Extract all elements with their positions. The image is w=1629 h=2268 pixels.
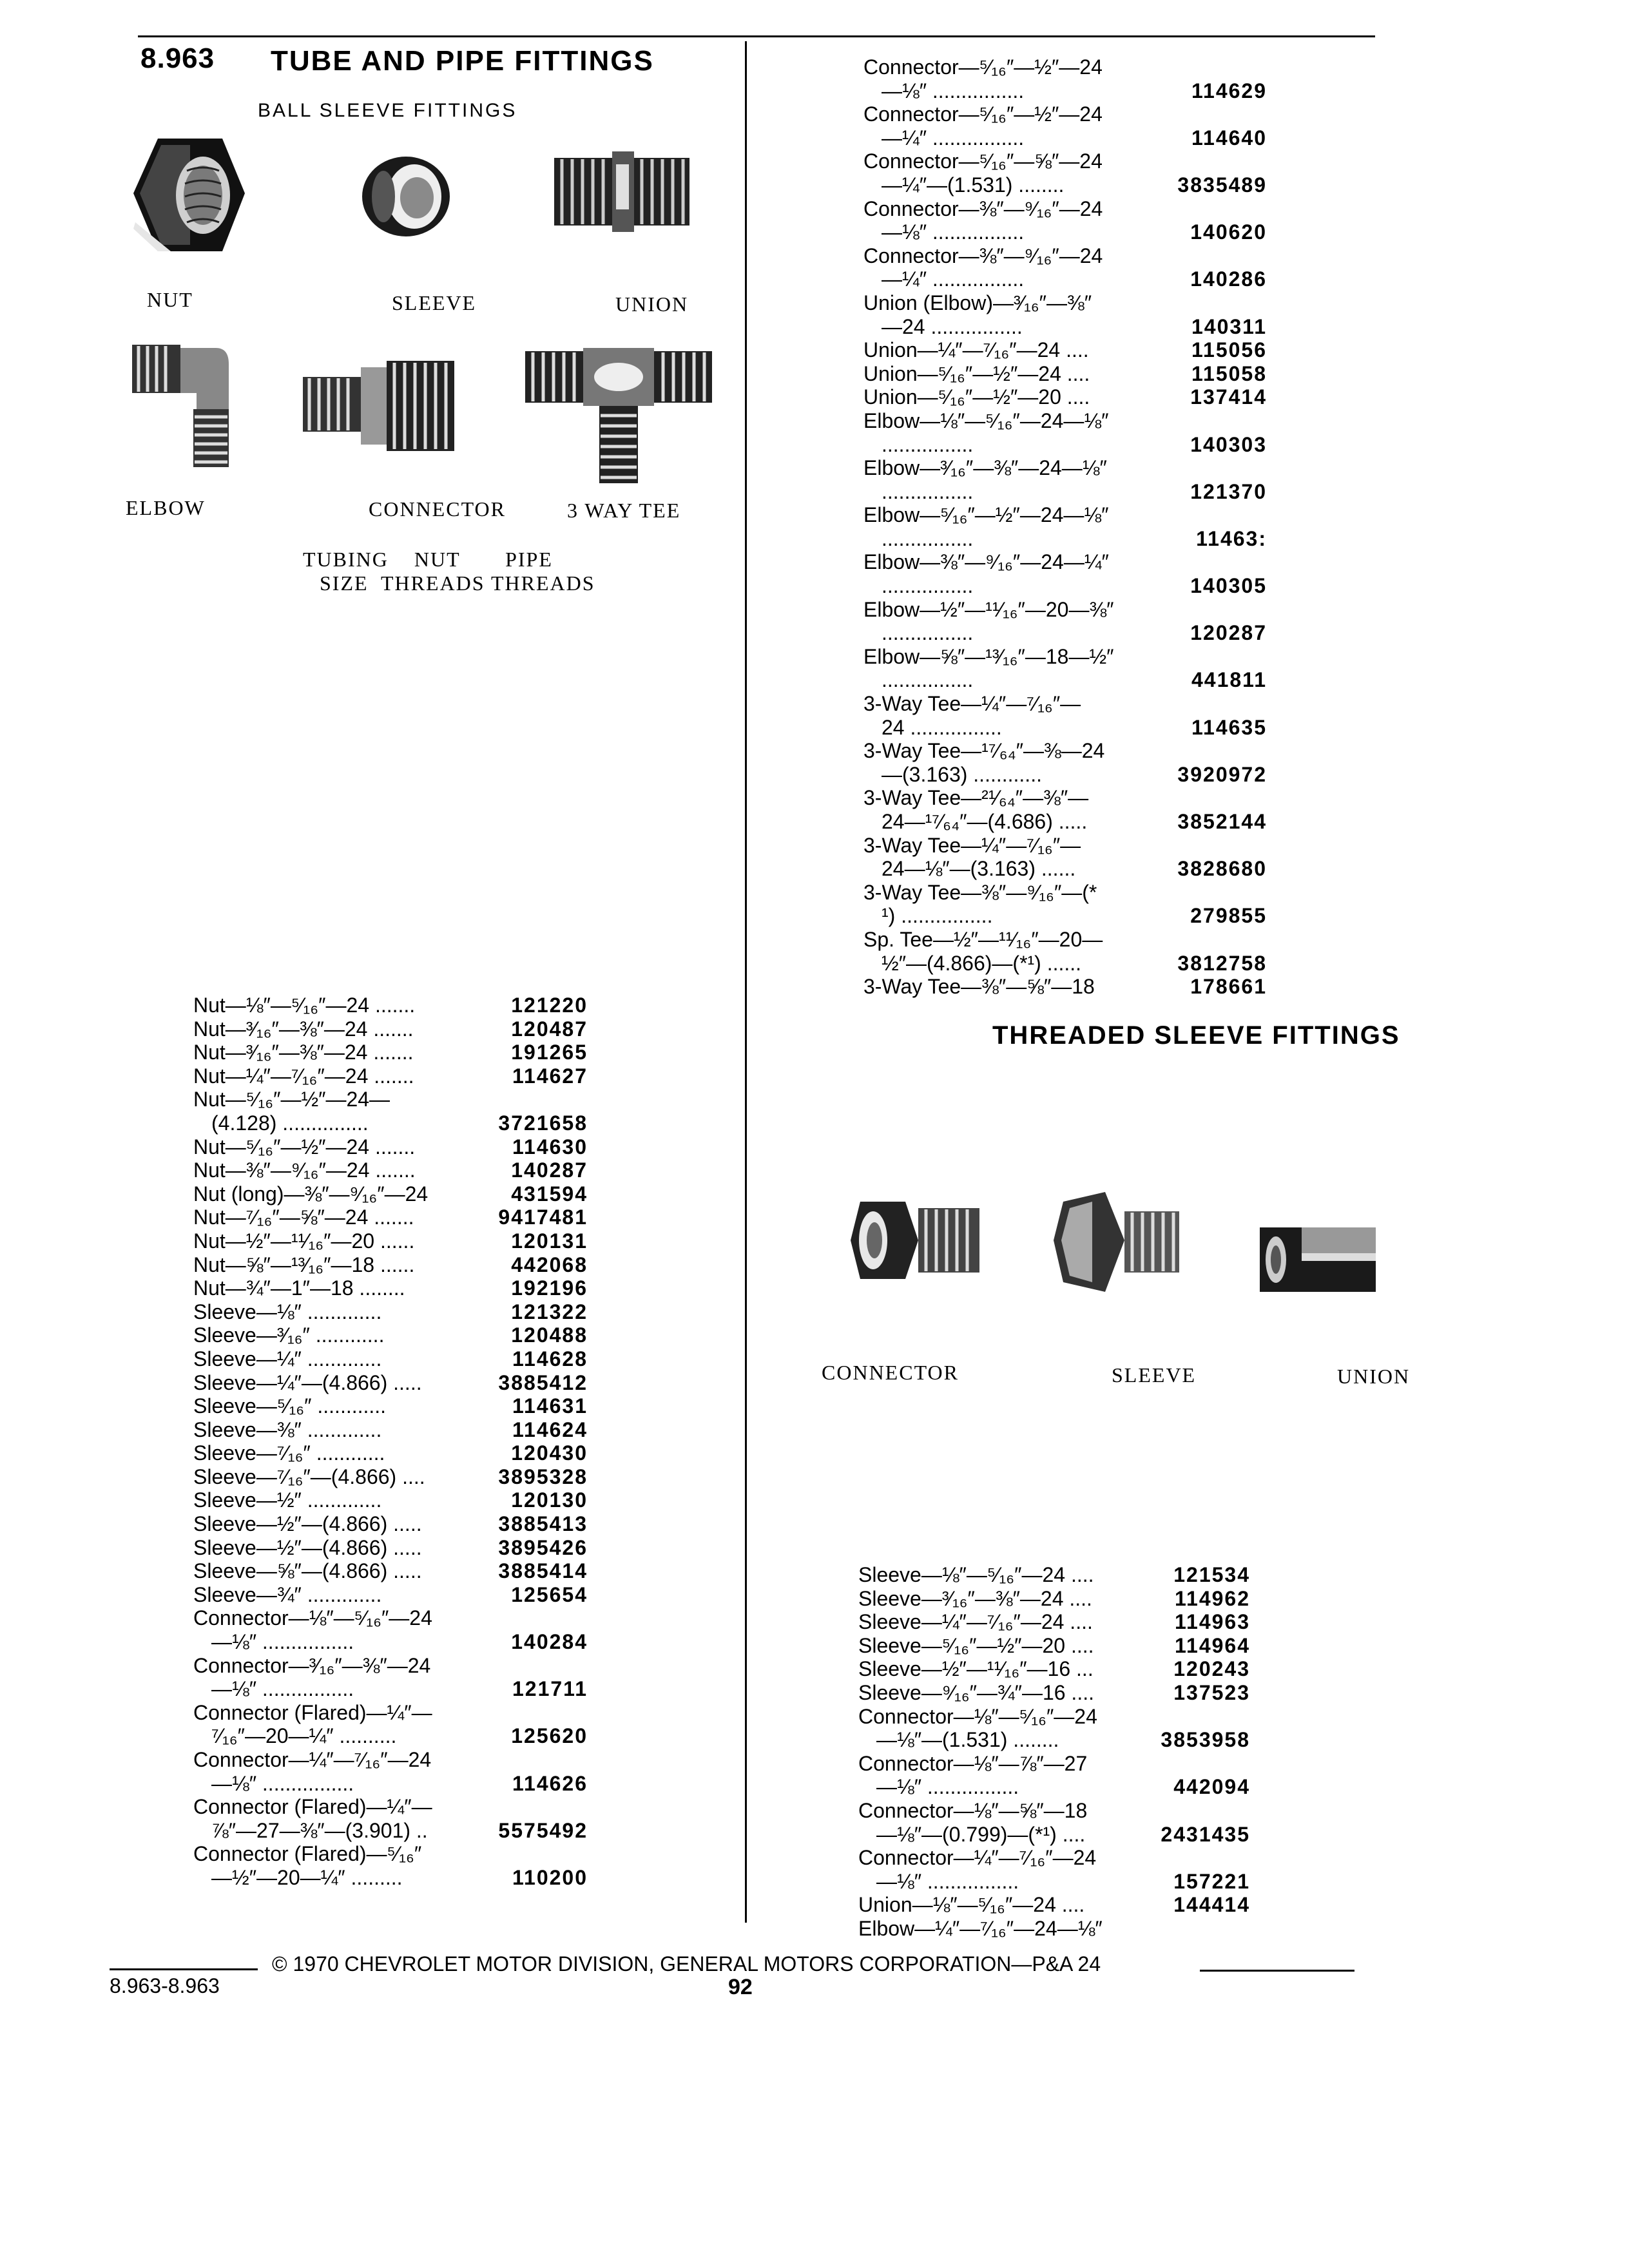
part-entry (858, 1752, 1250, 1799)
copyright-line: © 1970 CHEVROLET MOTOR DIVISION, GENERAL MOTORS CORPORATION—P&A 24 (272, 1952, 1101, 1975)
part-description: Connector—⅜″—⁹⁄₁₆″—24 (863, 244, 1103, 267)
part-entry (193, 1347, 588, 1371)
part-description: Nut—³⁄₁₆″—⅜″—24 ....... (193, 1017, 414, 1041)
page-number: 92 (728, 1975, 753, 1999)
part-description-continued: (4.128) ............... (211, 1111, 369, 1135)
part-entry (863, 362, 1267, 386)
part-number: 3885412 (498, 1370, 588, 1394)
part-entry (193, 1536, 588, 1560)
part-description-continued: —24 ................ (882, 314, 1023, 338)
part-number: 120430 (511, 1441, 588, 1465)
part-entry (858, 1893, 1250, 1917)
part-description: Sleeve—½″—¹¹⁄₁₆″—16 ... (858, 1657, 1094, 1681)
part-description: Connector—³⁄₁₆″—⅜″—24 (193, 1653, 431, 1677)
part-number: 3721658 (498, 1111, 588, 1135)
part-number: 140303 (1190, 432, 1267, 456)
part-description: Union—⁵⁄₁₆″—½″—24 .... (863, 361, 1090, 385)
part-description: Elbow—⅜″—⁹⁄₁₆″—24—¼″ (863, 550, 1109, 574)
sleeve-figure (358, 151, 454, 242)
part-description: Connector (Flared)—¼″— (193, 1700, 432, 1724)
part-entry (858, 1563, 1250, 1587)
part-number: 114631 (512, 1394, 588, 1418)
part-number: 3885414 (498, 1559, 588, 1583)
caption-nut: NUT (147, 288, 193, 311)
part-description: Connector—⅛″—⁵⁄₁₆″—24 (858, 1704, 1097, 1728)
part-description: Union—¼″—⁷⁄₁₆″—24 .... (863, 338, 1089, 362)
part-number: 125654 (511, 1582, 588, 1606)
part-description: Union—⁵⁄₁₆″—½″—20 .... (863, 385, 1090, 409)
part-description: Connector—⁵⁄₁₆″—½″—24 (863, 55, 1103, 79)
union-figure (554, 145, 689, 242)
column-divider (745, 41, 747, 1923)
part-number: 144414 (1173, 1893, 1250, 1917)
part-entry (193, 1064, 588, 1088)
part-entry (863, 149, 1267, 197)
part-description: Sleeve—⅝″—(4.866) ..... (193, 1559, 422, 1583)
part-description: Connector—⅛″—⅝″—18 (858, 1798, 1088, 1822)
threaded-caption-sleeve: SLEEVE (1112, 1363, 1197, 1387)
part-description: 3-Way Tee—⅜″—⅝″—18 (863, 975, 1095, 999)
part-description: Connector—⅜″—⁹⁄₁₆″—24 (863, 197, 1103, 220)
part-description-continued: —⅛″ ................ (211, 1771, 354, 1795)
part-entry (863, 928, 1267, 975)
part-description: Sleeve—½″—(4.866) ..... (193, 1512, 422, 1536)
part-entry (193, 1182, 588, 1206)
part-description: Sleeve—⁹⁄₁₆″—¾″—16 .... (858, 1680, 1094, 1704)
part-number: 192196 (511, 1276, 588, 1300)
part-number: 441811 (1191, 668, 1267, 692)
part-description-continued: —¼″—(1.531) ........ (882, 173, 1065, 197)
part-number: 3852144 (1177, 810, 1267, 833)
part-number: 114626 (512, 1771, 588, 1795)
part-number: 5575492 (498, 1818, 588, 1842)
page-subtitle: BALL SLEEVE FITTINGS (258, 100, 517, 121)
part-entry (193, 1229, 588, 1253)
part-description-continued: —⅛″ ................ (876, 1869, 1019, 1893)
part-number: 114630 (512, 1135, 588, 1158)
part-entry (193, 1465, 588, 1489)
part-description: 3-Way Tee—²¹⁄₆₄″—⅜″— (863, 786, 1089, 810)
part-entry (193, 1488, 588, 1512)
part-number: 3828680 (1177, 857, 1267, 881)
part-entry (193, 1842, 588, 1889)
part-entry (193, 1394, 588, 1418)
part-entry (858, 1587, 1250, 1611)
part-entry (193, 1041, 588, 1064)
part-description: Sleeve—³⁄₁₆″—⅜″—24 .... (858, 1586, 1092, 1610)
part-description-continued: —⅛″ ................ (211, 1630, 354, 1654)
part-number: 3812758 (1177, 951, 1267, 975)
part-entry (863, 409, 1267, 456)
part-number: 114628 (512, 1347, 588, 1370)
part-description: Nut—⅝″—¹³⁄₁₆″—18 ...... (193, 1253, 415, 1276)
part-entry (858, 1634, 1250, 1658)
part-description: Elbow—⁵⁄₁₆″—½″—24—⅛″ (863, 503, 1109, 527)
threaded-caption-connector: CONNECTOR (822, 1361, 959, 1384)
part-number: 442094 (1173, 1775, 1250, 1799)
part-description-continued: ................ (882, 432, 974, 456)
part-entry (863, 244, 1267, 291)
part-description: Sleeve—⅜″ ............. (193, 1418, 382, 1441)
part-entry (193, 1512, 588, 1536)
caption-union: UNION (615, 293, 689, 316)
part-entry (863, 786, 1267, 833)
footer-rule-left (110, 1968, 258, 1970)
part-entry (193, 994, 588, 1017)
part-entry (193, 1206, 588, 1229)
part-number: 3885413 (498, 1512, 588, 1536)
part-description-continued: ................ (882, 621, 974, 645)
part-entry (863, 881, 1267, 928)
part-description: Connector (Flared)—¼″— (193, 1795, 432, 1819)
part-entry (863, 692, 1267, 739)
page-title: TUBE AND PIPE FITTINGS (271, 45, 654, 77)
right-parts-list (863, 55, 1267, 999)
section-range: 8.963-8.963 (110, 1974, 220, 1997)
part-description: 3-Way Tee—¹⁷⁄₆₄″—⅜—24 (863, 739, 1105, 763)
legend-line-2: SIZE THREADS THREADS (320, 572, 595, 595)
part-description: Connector—⅛″—⁵⁄₁₆″—24 (193, 1606, 432, 1630)
part-description: Sleeve—¼″—⁷⁄₁₆″—24 .... (858, 1610, 1093, 1634)
part-number: 114624 (512, 1418, 588, 1441)
part-description: Connector (Flared)—⁵⁄₁₆″ (193, 1842, 422, 1866)
part-description-continued: ⅞″—27—⅜″—(3.901) .. (211, 1818, 428, 1842)
part-number: 121711 (512, 1677, 588, 1701)
caption-connector: CONNECTOR (369, 497, 506, 521)
part-description-continued: 24 ................ (882, 715, 1002, 739)
part-description: Elbow—½″—¹¹⁄₁₆″—20—⅜″ (863, 597, 1114, 621)
part-number: 114629 (1191, 79, 1267, 102)
part-entry (863, 975, 1267, 999)
part-number: 11463: (1196, 526, 1267, 550)
part-entry (858, 1681, 1250, 1705)
part-description: Union (Elbow)—³⁄₁₆″—⅜″ (863, 291, 1092, 314)
part-entry (193, 1017, 588, 1041)
part-number: 114963 (1174, 1610, 1250, 1634)
part-description: Elbow—³⁄₁₆″—⅜″—24—⅛″ (863, 456, 1107, 480)
footer-rule-right (1200, 1970, 1354, 1972)
part-entry (863, 291, 1267, 338)
part-entry (193, 1441, 588, 1465)
part-description: Connector—⁵⁄₁₆″—½″—24 (863, 102, 1103, 126)
part-description-continued: ................ (882, 526, 974, 550)
part-number: 121370 (1190, 479, 1267, 503)
part-number: 140286 (1190, 267, 1267, 291)
part-number: 140620 (1190, 220, 1267, 244)
part-number: 442068 (511, 1253, 588, 1276)
part-number: 3835489 (1177, 173, 1267, 197)
part-number: 157221 (1173, 1869, 1250, 1893)
threaded-caption-union: UNION (1337, 1365, 1411, 1388)
part-number: 120130 (511, 1488, 588, 1512)
part-description-continued: —(3.163) ............ (882, 762, 1042, 786)
part-number: 115056 (1191, 338, 1267, 362)
part-entry (193, 1606, 588, 1653)
elbow-figure (126, 338, 235, 474)
part-description: Union—⅛″—⁵⁄₁₆″—24 .... (858, 1893, 1085, 1917)
part-number: 137414 (1190, 385, 1267, 409)
caption-sleeve: SLEEVE (392, 291, 477, 314)
part-description: Sleeve—⅛″ ............. (193, 1300, 382, 1323)
part-description-continued: ½″—(4.866)—(*¹) ...... (882, 951, 1082, 975)
part-description: Nut—½″—¹¹⁄₁₆″—20 ...... (193, 1229, 415, 1253)
part-number: 3895426 (498, 1535, 588, 1559)
part-entry (193, 1559, 588, 1583)
part-number: 140284 (511, 1630, 588, 1654)
part-entry (863, 503, 1267, 550)
part-number: 110200 (512, 1865, 588, 1889)
part-description-continued: —¼″ ................ (882, 126, 1025, 149)
part-entry (863, 645, 1267, 692)
part-description: Sleeve—¼″—(4.866) ..... (193, 1370, 422, 1394)
threaded-union-figure (1257, 1221, 1379, 1298)
part-entry (193, 1088, 588, 1135)
part-description: Sleeve—⅛″—⁵⁄₁₆″—24 .... (858, 1563, 1094, 1586)
part-entry (858, 1705, 1250, 1752)
part-number: 140287 (511, 1158, 588, 1182)
part-description: Nut—⅜″—⁹⁄₁₆″—24 ....... (193, 1158, 416, 1182)
threaded-connector-figure (847, 1195, 983, 1285)
part-description-continued: 24—⅛″—(3.163) ...... (882, 857, 1076, 881)
part-number: 191265 (511, 1041, 588, 1064)
part-description: Nut—³⁄₁₆″—⅜″—24 ....... (193, 1041, 414, 1064)
part-description: Nut—¼″—⁷⁄₁₆″—24 ....... (193, 1064, 414, 1088)
part-number: 125620 (511, 1724, 588, 1748)
part-number: 3895328 (498, 1465, 588, 1488)
top-rule (138, 35, 1375, 37)
part-description-continued: —⅛″—(0.799)—(*¹) .... (876, 1822, 1086, 1846)
part-description: Sleeve—⁷⁄₁₆″ ............ (193, 1441, 385, 1465)
part-description: Elbow—¼″—⁷⁄₁₆″—24—⅛″ (858, 1916, 1103, 1940)
part-number: 114627 (512, 1064, 588, 1088)
part-entry (193, 1323, 588, 1347)
part-description-continued: —⅛″—(1.531) ........ (876, 1728, 1059, 1752)
part-description: Sleeve—⁷⁄₁₆″—(4.866) .... (193, 1465, 425, 1488)
part-number: 121534 (1173, 1563, 1250, 1586)
part-entry (193, 1276, 588, 1300)
part-number: 121322 (511, 1300, 588, 1323)
part-entry (858, 1610, 1250, 1634)
part-number: 2431435 (1161, 1822, 1250, 1846)
part-number: 114964 (1174, 1633, 1250, 1657)
part-description: Elbow—⅝″—¹³⁄₁₆″—18—½″ (863, 644, 1114, 668)
nut-figure (126, 132, 248, 261)
part-number: 3920972 (1177, 762, 1267, 786)
part-entry (193, 1583, 588, 1607)
part-description: Sp. Tee—½″—¹¹⁄₁₆″—20— (863, 927, 1103, 951)
part-entry (193, 1135, 588, 1159)
tee-figure (525, 345, 712, 486)
part-description: Sleeve—¾″ ............. (193, 1582, 382, 1606)
part-description: 3-Way Tee—¼″—⁷⁄₁₆″— (863, 692, 1081, 716)
caption-elbow: ELBOW (126, 496, 206, 519)
part-number: 120287 (1190, 621, 1267, 645)
part-number: 431594 (511, 1182, 588, 1206)
part-description-continued: ................ (882, 574, 974, 598)
part-entry (193, 1795, 588, 1842)
part-number: 140305 (1190, 574, 1267, 598)
part-description: Nut—⅛″—⁵⁄₁₆″—24 ....... (193, 994, 416, 1017)
threaded-section-title: THREADED SLEEVE FITTINGS (992, 1021, 1400, 1050)
part-description-continued: —⅛″ ................ (211, 1677, 354, 1701)
part-entry (858, 1657, 1250, 1681)
part-entry (863, 739, 1267, 786)
part-entry (863, 834, 1267, 881)
caption-3-way-tee: 3 WAY TEE (567, 499, 681, 522)
part-description: Elbow—⅛″—⁵⁄₁₆″—24—⅛″ (863, 408, 1109, 432)
part-description: Sleeve—⁵⁄₁₆″ ............ (193, 1394, 387, 1418)
part-entry (863, 598, 1267, 645)
part-entry (193, 1654, 588, 1701)
part-description: Connector—¼″—⁷⁄₁₆″—24 (193, 1748, 432, 1771)
part-description-continued: —¼″ ................ (882, 267, 1025, 291)
part-description: Sleeve—¼″ ............. (193, 1347, 382, 1370)
legend-line-1: TUBING NUT PIPE (303, 548, 553, 571)
part-number: 114962 (1174, 1586, 1250, 1610)
part-description: Nut—⁵⁄₁₆″—½″—24 ....... (193, 1135, 416, 1158)
part-description: Connector—⅛″—⅞″—27 (858, 1751, 1088, 1775)
left-parts-list (193, 994, 588, 1890)
part-entry (193, 1701, 588, 1748)
part-entry (193, 1748, 588, 1795)
part-description: Sleeve—⁵⁄₁₆″—½″—20 .... (858, 1633, 1094, 1657)
part-description: Nut (long)—⅜″—⁹⁄₁₆″—24 (193, 1182, 429, 1206)
part-description: Connector—¼″—⁷⁄₁₆″—24 (858, 1846, 1097, 1870)
part-entry (193, 1158, 588, 1182)
part-description-continued: 24—¹⁷⁄₆₄″—(4.686) ..... (882, 810, 1088, 833)
part-entry (863, 197, 1267, 244)
part-entry (193, 1300, 588, 1324)
part-description-continued: ¹) ................ (882, 904, 993, 928)
connector-figure (303, 358, 458, 454)
part-number: 120487 (511, 1017, 588, 1041)
part-number: 120131 (511, 1229, 588, 1253)
part-entry (863, 550, 1267, 597)
part-description: Sleeve—½″ ............. (193, 1488, 382, 1512)
part-number: 140311 (1191, 314, 1267, 338)
part-description-continued: ................ (882, 668, 974, 692)
part-description: Nut—⁷⁄₁₆″—⅝″—24 ....... (193, 1206, 414, 1229)
part-description: Sleeve—½″—(4.866) ..... (193, 1535, 422, 1559)
part-entry (858, 1917, 1250, 1941)
part-description-continued: ................ (882, 479, 974, 503)
part-entry (193, 1253, 588, 1277)
part-number: 115058 (1191, 361, 1267, 385)
part-entry (863, 385, 1267, 409)
part-number: 9417481 (498, 1206, 588, 1229)
part-number: 3853958 (1161, 1728, 1250, 1752)
part-description: Connector—⁵⁄₁₆″—⅝″—24 (863, 149, 1103, 173)
part-description-continued: —⅛″ ................ (876, 1775, 1019, 1799)
part-number: 178661 (1190, 975, 1267, 999)
part-description-continued: —½″—20—¼″ ......... (211, 1865, 403, 1889)
part-entry (863, 102, 1267, 149)
part-entry (858, 1799, 1250, 1846)
part-description-continued: ⁷⁄₁₆″—20—¼″ .......... (211, 1724, 397, 1748)
part-number: 121220 (511, 994, 588, 1017)
part-description-continued: —⅛″ ................ (882, 79, 1025, 102)
part-description: Nut—⁵⁄₁₆″—½″—24— (193, 1088, 390, 1111)
threaded-sleeve-figure (1054, 1189, 1182, 1295)
part-number: 120243 (1173, 1657, 1250, 1681)
part-entry (193, 1371, 588, 1395)
part-number: 120488 (511, 1323, 588, 1347)
part-description: Sleeve—³⁄₁₆″ ............ (193, 1323, 385, 1347)
part-description: 3-Way Tee—⅜″—⁹⁄₁₆″—(* (863, 880, 1097, 904)
part-number: 279855 (1190, 904, 1267, 928)
section-number: 8.963 (140, 43, 215, 74)
part-description-continued: —⅛″ ................ (882, 220, 1025, 244)
part-entry (193, 1418, 588, 1442)
part-entry (863, 338, 1267, 362)
part-entry (863, 456, 1267, 503)
part-number: 137523 (1173, 1680, 1250, 1704)
part-description: Nut—¾″—1″—18 ........ (193, 1276, 405, 1300)
part-description: 3-Way Tee—¼″—⁷⁄₁₆″— (863, 833, 1081, 857)
part-entry (863, 55, 1267, 102)
part-number: 114640 (1191, 126, 1267, 149)
part-number: 114635 (1191, 715, 1267, 739)
right-lower-parts-list (858, 1563, 1250, 1941)
part-entry (858, 1846, 1250, 1893)
